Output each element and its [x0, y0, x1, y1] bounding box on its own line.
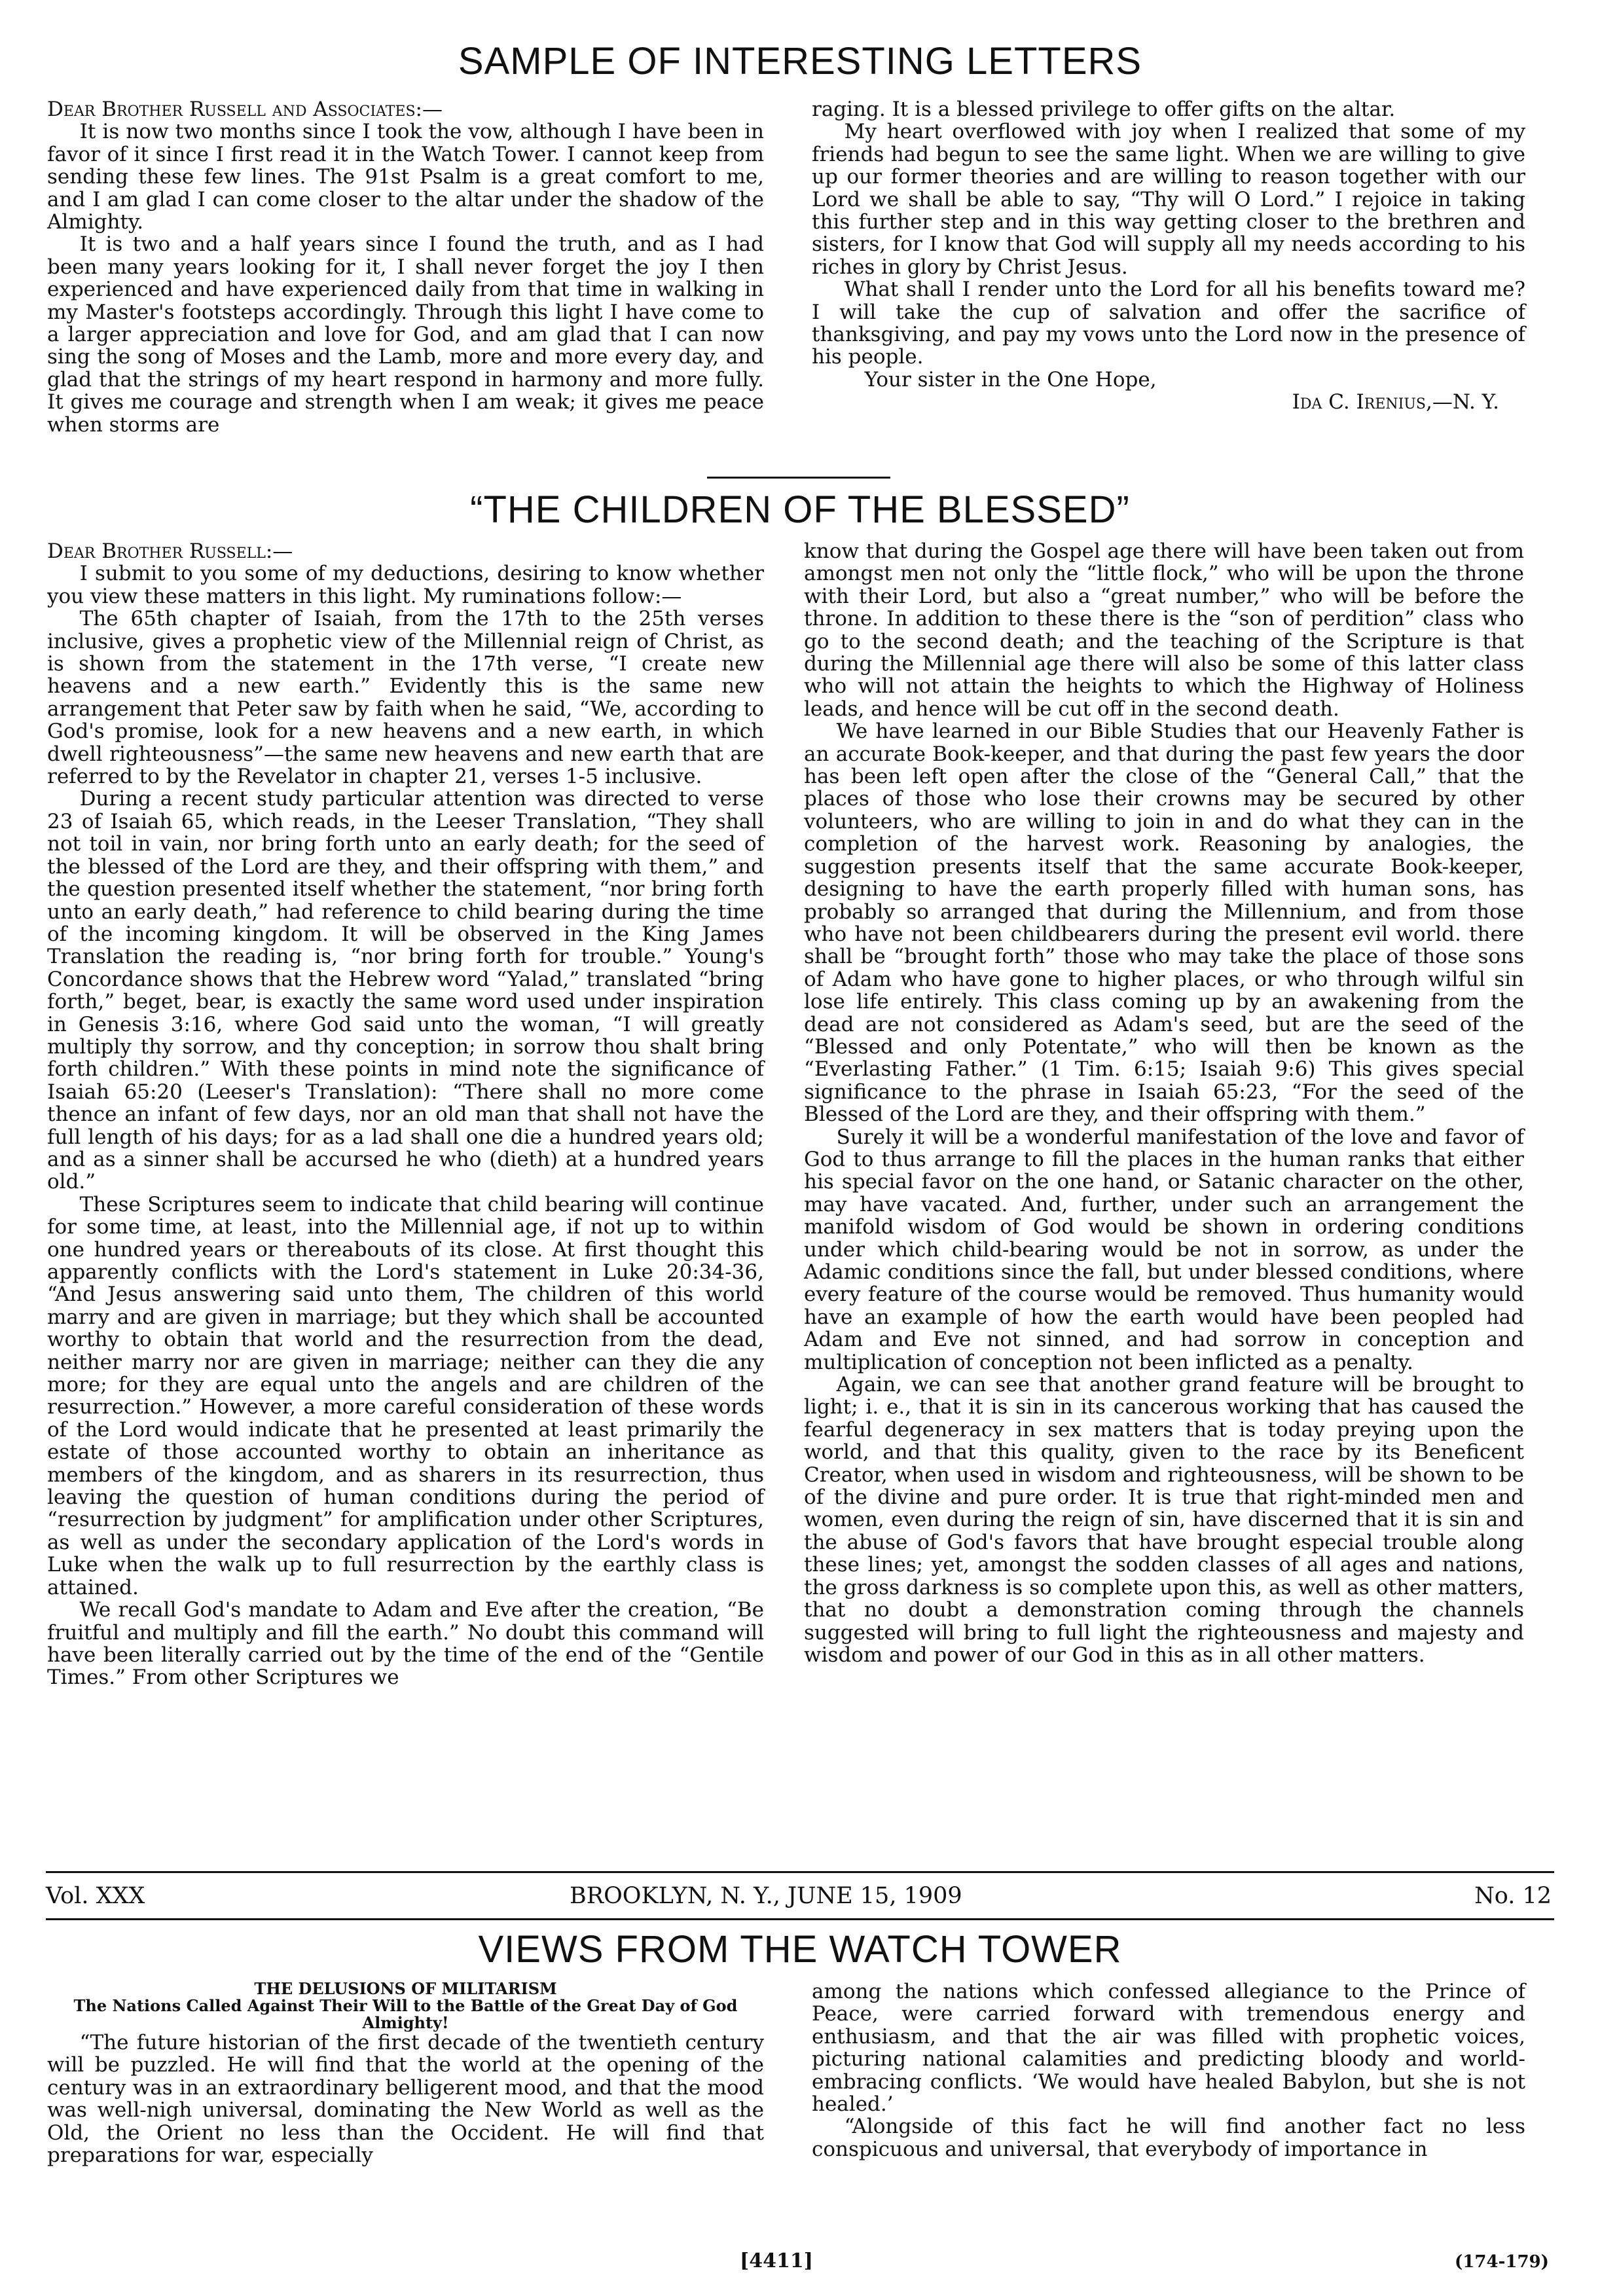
- letter1-paragraph: It is two and a half years since I found the truth, and as I had been many years looking for it, I shall never forget the joy I then experienced and have experienced daily from that time in walking in my Master's footsteps accordingly. Through this light I have come to a larger appreciation and love for God, and am glad that I can now sing the song of Moses and the Lamb, more and more every day, and glad that the strings of my heart respond in harmony and more fully. It gives me courage and strength when I am weak; it gives me peace when storms are: [47, 232, 764, 437]
- views-paragraph: “Alongside of this fact he will find another fact no less conspicuous and universal, that everybody of importance in: [812, 2115, 1525, 2161]
- letter1-paragraph: What shall I render unto the Lord for all his benefits toward me? I will take the cup of salvation and offer the sacrifice of thanksgiving, and pay my vows unto the Lord now in the presence of his people.: [812, 278, 1525, 369]
- letter1-paragraph: My heart overflowed with joy when I realized that some of my friends had begun to see the same light. When we are willing to give up our former theories and are willing to reason together with our Lord we shall be able to say, “Thy will O Lord.” I rejoice in taking this further step and in this way getting closer to the brethren and sisters, for I know that God will supply all my needs according to his riches in glory by Christ Jesus.: [812, 120, 1525, 279]
- letter2-paragraph: I submit to you some of my deductions, desiring to know whether you view these matters in this light. My ruminations follow:—: [47, 562, 764, 608]
- letter1-paragraph: It is now two months since I took the vow, although I have been in favor of it since I first read it in the Watch Tower. I cannot keep from sending these few lines. The 91st Psalm is a great comfort to me, and I am glad I can come closer to the altar under the shadow of the Almighty.: [47, 120, 764, 234]
- section-divider: [707, 477, 890, 479]
- letter1-salutation: Dear Brother Russell and Associates:—: [47, 98, 443, 121]
- issue-number: No. 12: [1474, 1883, 1552, 1909]
- letter2-paragraph: We have learned in our Bible Studies that our Heavenly Father is an accurate Book-keeper, and that during the past few years the door has been left open after the close of the “General Call,” that the places of those who lose their crowns may be secured by other volunteers, who are willing to join in and do what they can in the completion of the harvest work. Reasoning by analogies, the suggestion presents itself that the same accurate Book-keeper, designing to have the earth properly filled with human sons, has probably so arranged that during the Millennium, and from those who have not been childbearers during the present evil world. there shall be “brought forth” those who may take the place of those sons of Adam who have gone to higher places, or who through wilful sin lose life entirely. This class coming up by an awakening from the dead are not considered as Adam's seed, but are the seed of the “Blessed and only Potentate,” who will then be known as the “Everlasting Father.” (1 Tim. 6:15; Isaiah 9:6) This gives special significance to the phrase in Isaiah 65:23, “For the seed of the Blessed of the Lord are they, and their offspring with them.”: [804, 720, 1524, 1127]
- page-number: [4411]: [740, 2250, 813, 2272]
- views-continued-paragraph: among the nations which confessed allegiance to the Prince of Peace, were carried forward with tremendous energy and enthusiasm, and that the air was filled with prophetic voices, picturing national calamities and predicting bloody and world-embracing conflicts. ‘We would have healed Babylon, but she is not healed.’: [812, 1980, 1525, 2117]
- letter1-closing: Your sister in the One Hope,: [864, 367, 1157, 392]
- page-range: (174-179): [1455, 2252, 1549, 2272]
- letter1-continued-paragraph: raging. It is a blessed privilege to offer gifts on the altar.: [812, 98, 1396, 121]
- views-right-column: [812, 1980, 1525, 2160]
- place-date: BROOKLYN, N. Y., JUNE 15, 1909: [570, 1883, 962, 1909]
- letter2-paragraph: Surely it will be a wonderful manifestation of the love and favor of God to thus arrange to fill the places in the human ranks that either his special favor on the one hand, or Satanic character on the other, may have vacated. And, further, under such an arrangement the manifold wisdom of God would be shown in ordering conditions under which child-bearing would be not in sorrow, as under the Adamic conditions since the fall, but under blessed conditions, where every feature of the course would be removed. Thus humanity would have an example of how the earth would have been peopled had Adam and Eve not sinned, and had sorrow in conception and multiplication of conception not been inflicted as a penalty.: [804, 1125, 1524, 1374]
- letter2-continued-paragraph: know that during the Gospel age there will have been taken out from amongst men not only the “little flock,” who will be upon the throne with their Lord, but also a “great number,” who will be before the throne. In addition to these there is the “son of perdition” class who go to the second death; and the teaching of the Scripture is that during the Millennial age there will also be some of this latter class who will not attain the heights to which the Highway of Holiness leads, and hence will be cut off in the second death.: [804, 539, 1524, 721]
- letter2-paragraph: Again, we can see that another grand feature will be brought to light; i. e., that it is sin in its cancerous working that has caused the fearful degeneracy in sex matters that is today preying upon the world, and that this quality, given to the race by its Beneficent Creator, when used in wisdom and righteousness, will be shown to be of the divine and pure order. It is true that right-minded men and women, even during the reign of sin, have discerned that it is sin and the abuse of God's favors that have brought especial trouble along these lines; yet, amongst the sodden classes of all ages and nations, the gross darkness is so complete upon this, as well as other matters, that no doubt a demonstration coming through the channels suggested will bring to full light the righteousness and majesty and wisdom and power of our God in this as in all other matters.: [804, 1373, 1524, 1667]
- views-subhead-secondary: The Nations Called Against Their Will to the Battle of the Great Day of God Almighty!: [73, 1996, 738, 2032]
- children-blessed-title: “THE CHILDREN OF THE BLESSED”: [470, 488, 1130, 531]
- views-watch-tower-title: VIEWS FROM THE WATCH TOWER: [478, 1928, 1122, 1971]
- letter2-salutation: Dear Brother Russell:—: [47, 539, 293, 563]
- views-left-column: [47, 1980, 764, 2166]
- views-subhead: THE DELUSIONS OF MILITARISM: [254, 1979, 557, 1998]
- letter1-left-column: [47, 98, 764, 436]
- masthead-top-rule: [46, 1871, 1554, 1873]
- letter2-paragraph: These Scriptures seem to indicate that child bearing will continue for some time, at least, into the Millennial age, if not up to within one hundred years or thereabouts of its close. At first thought this apparently conflicts with the Lord's statement in Luke 20:34-36, “And Jesus answering said unto them, The children of this world marry and are given in marriage; but they which shall be accounted worthy to obtain that world and the resurrection from the dead, neither marry nor are given in marriage; neither can they die any more; for they are equal unto the angels and are children of the resurrection.” However, a more careful consideration of these words of the Lord would indicate that he presented at least primarily the estate of those accounted worthy to obtain an inheritance as members of the kingdom, and as sharers in its resurrection, thus leaving the question of human conditions during the period of “resurrection by judgment” for amplification under other Scriptures, as well as under the secondary application of the Lord's words in Luke when the walk up to full resurrection by the earthly class is attained.: [47, 1192, 764, 1599]
- letter2-paragraph: We recall God's mandate to Adam and Eve after the creation, “Be fruitful and multiply and fill the earth.” No doubt this command will have been literally carried out by the time of the end of the “Gentile Times.” From other Scriptures we: [47, 1598, 764, 1690]
- letter2-paragraph: During a recent study particular attention was directed to verse 23 of Isaiah 65, which reads, in the Leeser Translation, “They shall not toil in vain, nor bring forth unto an early death; for the seed of the blessed of the Lord are they, and their offspring with them,” and the question presented itself whether the statement, “nor bring forth unto an early death,” had reference to child bearing during the time of the incoming kingdom. It will be observed in the King James Translation the reading is, “nor bring forth for trouble.” Young's Concordance shows that the Hebrew word “Yalad,” translated “bring forth,” beget, bear, is exactly the same word used under inspiration in Genesis 3:16, where God said unto the woman, “I will greatly multiply thy sorrow, and thy conception; in sorrow thou shalt bring forth children.” With these points in mind note the significance of Isaiah 65:20 (Leeser's Translation): “There shall no more come thence an infant of few days, nor an old man that shall not have the full length of his days; for as a lad shall one die a hundred years old; and as a sinner shall be accursed he who (dieth) at a hundred years old.”: [47, 787, 764, 1194]
- masthead-bottom-rule: [46, 1918, 1554, 1920]
- volume-label: Vol. XXX: [46, 1883, 145, 1909]
- letter2-left-column: [47, 540, 764, 1689]
- views-paragraph: “The future historian of the first decade of the twentieth century will be puzzled. He will find that the world at the opening of the century was in an extraordinary belligerent mood, and that the mood was well-nigh universal, dominating the New World as well as the Old, the Orient no less than the Occident. He will find that preparations for war, especially: [47, 2031, 764, 2168]
- letter1-signature: Ida C. Irenius,—N. Y.: [1292, 390, 1499, 414]
- letter2-right-column: [804, 540, 1524, 1666]
- letter2-paragraph: The 65th chapter of Isaiah, from the 17th to the 25th verses inclusive, gives a prophetic view of the Millennial reign of Christ, as is shown from the statement in the 17th verse, “I create new heavens and a new earth.” Evidently this is the same new arrangement that Peter saw by faith when he said, “We, according to God's promise, look for a new heavens and a new earth, in which dwell righteousness”—the same new heavens and new earth that are referred to by the Revelator in chapter 21, verses 1-5 inclusive.: [47, 607, 764, 789]
- sample-letters-title: SAMPLE OF INTERESTING LETTERS: [458, 40, 1142, 82]
- letter1-right-column: [812, 98, 1525, 414]
